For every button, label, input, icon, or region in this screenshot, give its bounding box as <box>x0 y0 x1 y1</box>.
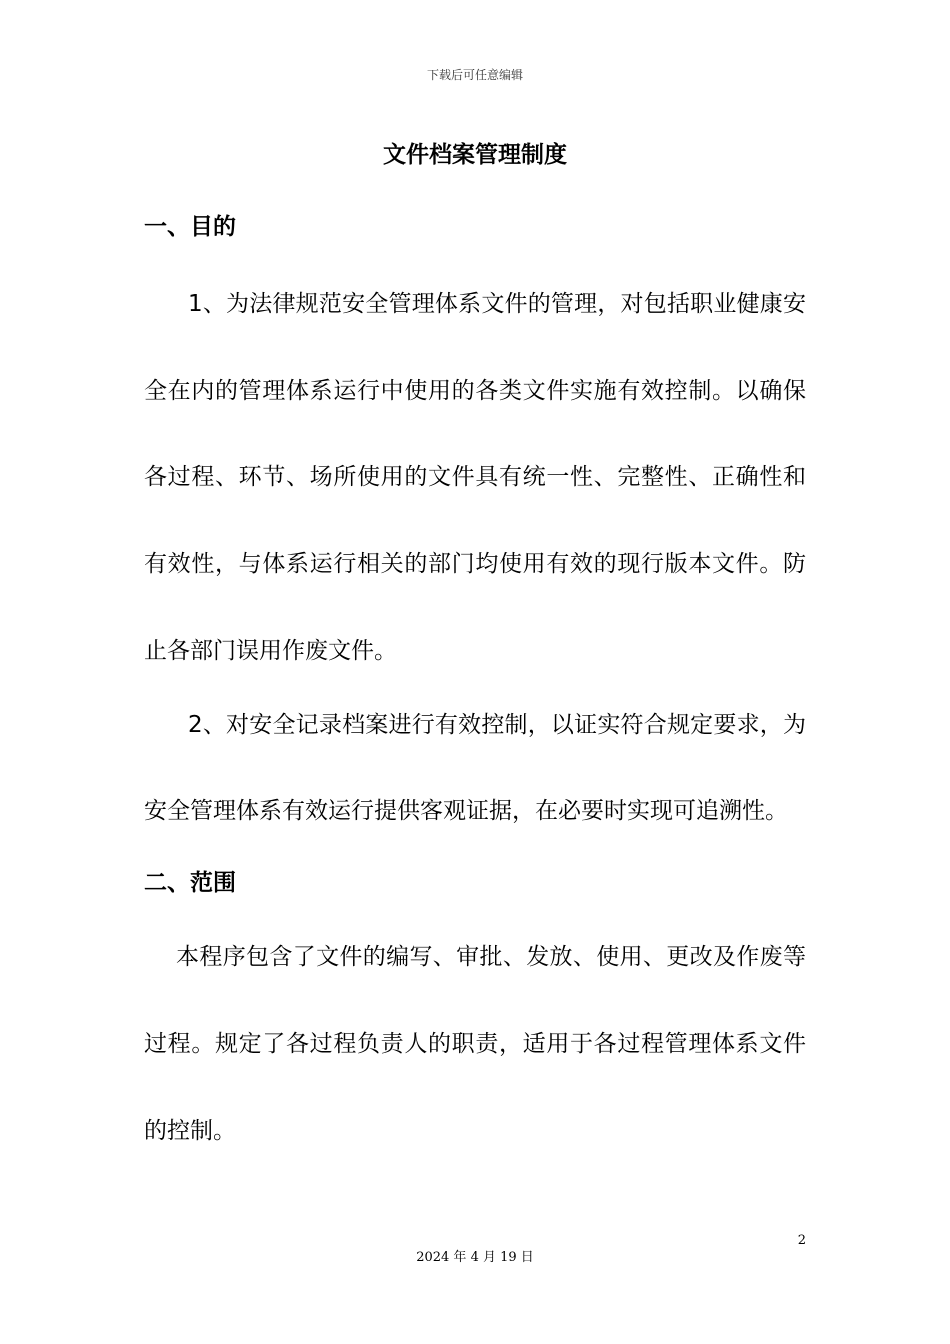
paragraph-line: 各过程、环节、场所使用的文件具有统一性、完整性、正确性和 <box>144 464 806 490</box>
paragraph-line: 有效性，与体系运行相关的部门均使用有效的现行版本文件。防 <box>144 551 806 577</box>
paragraph-line: 的控制。 <box>144 1118 236 1144</box>
document-title: 文件档案管理制度 <box>383 142 567 168</box>
header-note: 下载后可任意编辑 <box>426 68 523 82</box>
paragraph-line: 本程序包含了文件的编写、审批、发放、使用、更改及作废等 <box>176 944 806 970</box>
paragraph-line: 2、对安全记录档案进行有效控制，以证实符合规定要求，为 <box>188 712 806 738</box>
paragraph-line: 止各部门误用作废文件。 <box>144 638 397 664</box>
paragraph-line: 1、为法律规范安全管理体系文件的管理，对包括职业健康安 <box>188 291 806 317</box>
footer-date: 2024 年 4 月 19 日 <box>416 1250 534 1265</box>
paragraph-line: 过程。规定了各过程负责人的职责，适用于各过程管理体系文件 <box>144 1031 806 1057</box>
section-heading-scope: 二、范围 <box>144 870 236 896</box>
paragraph-line: 安全管理体系有效运行提供客观证据，在必要时实现可追溯性。 <box>144 798 788 824</box>
section-heading-purpose: 一、目的 <box>144 214 236 240</box>
page-number: 2 <box>797 1233 806 1248</box>
paragraph-line: 全在内的管理体系运行中使用的各类文件实施有效控制。以确保 <box>144 378 806 404</box>
